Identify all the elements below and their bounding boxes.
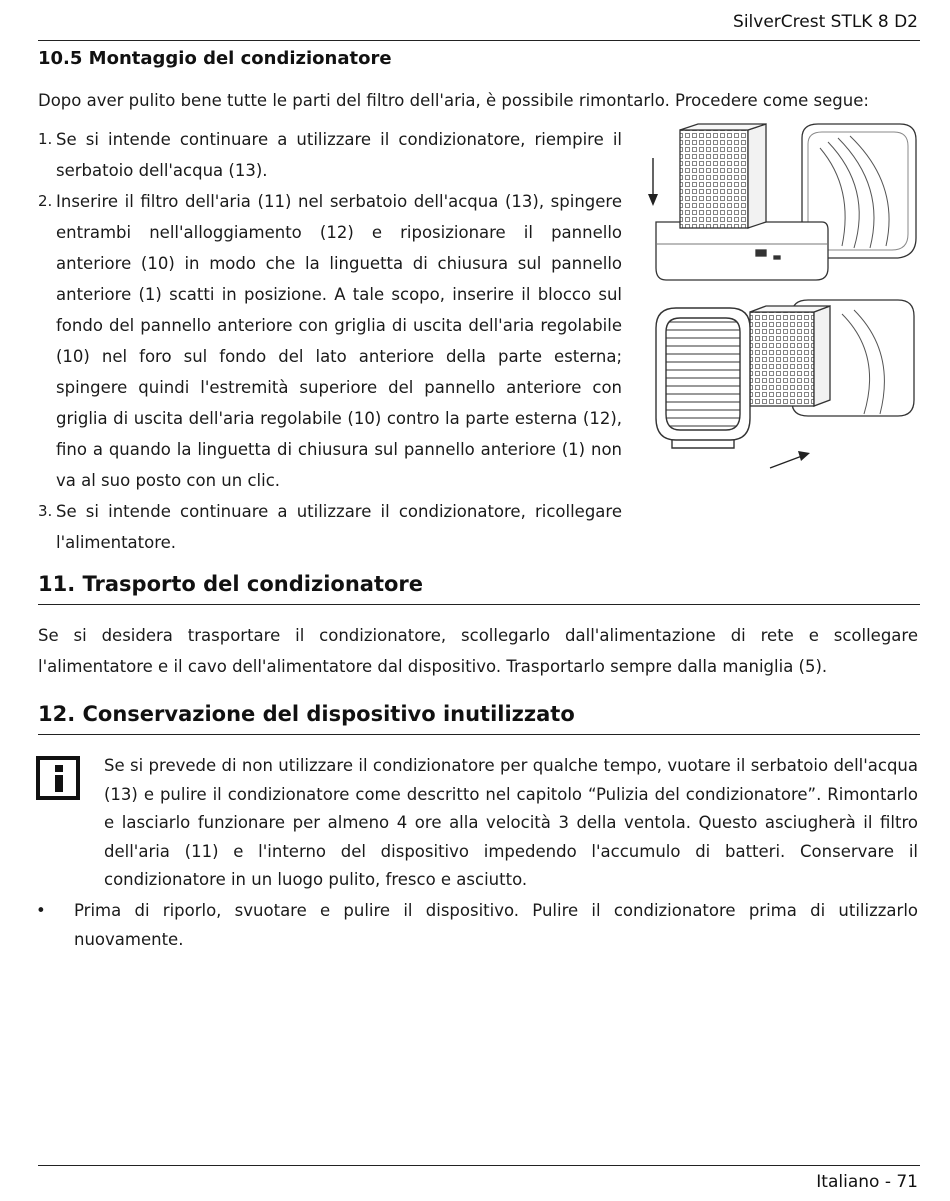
step-text: Se si intende continuare a utilizzare il condizionatore, riempire il serbatoio dell'acqua (13). xyxy=(56,130,622,180)
bullet-symbol: • xyxy=(36,901,46,920)
step-number: 3. xyxy=(38,502,53,520)
section-11-heading: 11. Trasporto del condizionatore xyxy=(38,572,424,596)
bullet-text: Prima di riporlo, svuotare e pulire il dispositivo. Pulire il condizionatore prima di utilizzarlo nuovamente. xyxy=(74,901,918,949)
storage-note: Se si prevede di non utilizzare il condizionatore per qualche tempo, vuotare il serbatoio dell'acqua (13) e pulire il condizionatore come descritto nel capitolo “Pulizia del condizionatore”. Rimontarlo e lasciarlo funzionare per almeno 4 ore alla velocità 3 della ventola. Questo asciugherà il filtro dell'aria (11) e l'interno del dispositivo impedendo l'accumulo di batteri. Conservare il condizionatore in un luogo pulito, fresco e asciutto. xyxy=(104,756,918,889)
header-rule xyxy=(38,40,920,41)
step-number: 2. xyxy=(38,192,53,210)
section-11-text: Se si desidera trasportare il condizionatore, scollegarlo dall'alimentazione di rete e scollegare l'alimentatore e il cavo dell'alimentatore dal dispositivo. Trasportarlo sempre dalla maniglia (5). xyxy=(38,626,918,676)
section-11-rule xyxy=(38,604,920,605)
step-item xyxy=(38,496,622,558)
assembly-illustration xyxy=(642,118,922,478)
section-12-heading: 12. Conservazione del dispositivo inutilizzato xyxy=(38,702,575,726)
footer-rule xyxy=(38,1165,920,1166)
push-arrow-icon xyxy=(770,451,810,468)
running-header: SilverCrest STLK 8 D2 xyxy=(733,12,918,32)
page-footer: Italiano - 71 xyxy=(816,1172,918,1192)
step-text: Se si intende continuare a utilizzare il condizionatore, ricollegare l'alimentatore. xyxy=(56,502,622,552)
storage-bullet xyxy=(36,897,918,954)
section-10-5-heading: 10.5 Montaggio del condizionatore xyxy=(38,48,392,69)
air-filter-bottom-view xyxy=(750,306,830,406)
water-tank-top-view xyxy=(656,222,828,280)
step-item xyxy=(38,186,622,496)
step-text: Inserire il filtro dell'aria (11) nel serbatoio dell'acqua (13), spingere entrambi nell'alloggiamento (12) e riposizionare il pannello anteriore (10) in modo che la linguetta di chiusura sul pannello anteriore (1) scatti in posizione. A tale scopo, inserire il blocco sul fondo del pannello anteriore con griglia di uscita dell'aria regolabile (10) nel foro sul fondo del lato anteriore della parte esterna; spingere quindi l'estremità superiore del pannello anteriore con griglia di uscita dell'aria regolabile (10) contro la parte esterna (12), fino a quando la linguetta di chiusura sul pannello anteriore (1) non va al suo posto con un clic. xyxy=(56,192,622,490)
step-item xyxy=(38,124,622,186)
section-12-rule xyxy=(38,734,920,735)
down-arrow-icon xyxy=(648,158,658,206)
assembly-steps-list xyxy=(38,124,622,558)
air-filter-top-view xyxy=(680,124,766,228)
front-panel-bottom-view xyxy=(656,308,750,448)
section-10-5-intro: Dopo aver pulito bene tutte le parti del filtro dell'aria, è possibile rimontarlo. Procedere come segue: xyxy=(38,91,869,110)
step-number: 1. xyxy=(38,130,53,148)
info-icon xyxy=(36,756,80,800)
